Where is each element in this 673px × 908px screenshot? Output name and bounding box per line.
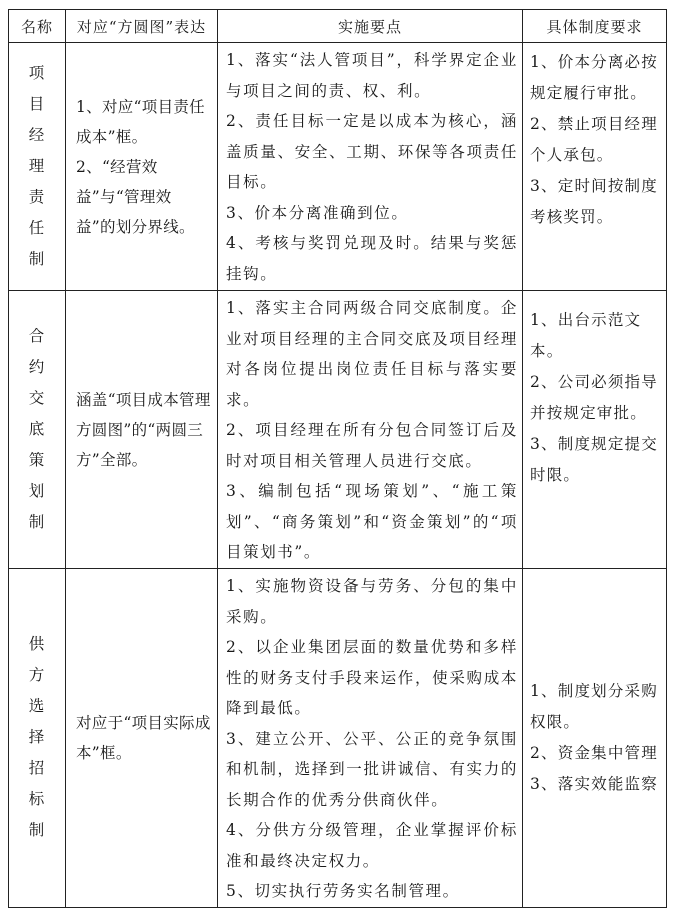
point-item: 3、编制包括“现场策划”、“施工策划”、“商务策划”和“资金策划”的“项目策划书”。 [226, 482, 518, 561]
point-item: 4、考核与奖罚兑现及时。结果与奖惩挂钩。 [226, 234, 518, 283]
table-row [9, 291, 667, 569]
point-item: 5、切实执行劳务实名制管理。 [226, 882, 460, 900]
figure-item: 1、对应“项目责任成本”框。 [76, 97, 205, 146]
point-item: 1、落实主合同两级合同交底制度。企业对项目经理的主合同交底及项目经理对各岗位提出岗位责任目标与落实要求。 [226, 299, 518, 409]
requirement-item: 3、落实效能监察 [530, 774, 658, 793]
row-name-cell [9, 569, 66, 908]
point-item: 4、分供方分级管理，企业掌握评价标准和最终决定权力。 [226, 821, 518, 870]
requirement-item: 1、制度划分采购权限。 [530, 681, 658, 731]
header-requirements: 具体制度要求 [523, 10, 667, 43]
header-row [9, 10, 667, 43]
row-points-cell [218, 569, 523, 908]
row-requirements-cell [523, 291, 667, 569]
row-name-cell [9, 291, 66, 569]
requirement-item: 3、定时间按制度考核奖罚。 [530, 177, 658, 226]
point-item: 2、项目经理在所有分包合同签订后及时对项目相关管理人员进行交底。 [226, 421, 518, 470]
row-figure-cell [66, 569, 218, 908]
requirement-item: 1、价本分离必按规定履行审批。 [530, 53, 658, 102]
row-figure-cell [66, 43, 218, 291]
requirement-item: 1、出台示范文本。 [530, 311, 642, 360]
requirement-item: 3、制度规定提交时限。 [530, 435, 658, 484]
row-points-cell [218, 43, 523, 291]
policy-table [8, 9, 667, 908]
figure-item: 涵盖“项目成本管理方圆图”的“两圆三方”全部。 [76, 390, 211, 469]
requirement-item: 2、禁止项目经理个人承包。 [530, 115, 658, 164]
requirement-item: 2、公司必须指导并按规定审批。 [530, 373, 658, 422]
point-item: 2、责任目标一定是以成本为核心，涵盖质量、安全、工期、环保等各项责任目标。 [226, 112, 518, 191]
row-figure-cell [66, 291, 218, 569]
row-name: 合约交底策划制 [28, 327, 46, 531]
point-item: 3、价本分离准确到位。 [226, 203, 409, 222]
row-name: 项目经理责任制 [28, 64, 46, 268]
header-points: 实施要点 [218, 10, 523, 43]
figure-item: 对应于“项目实际成本”框。 [76, 713, 211, 762]
point-item: 2、以企业集团层面的数量优势和多样性的财务支付手段来运作，使采购成本降到最低。 [226, 638, 518, 717]
point-item: 3、建立公开、公平、公正的竞争氛围和机制，选择到一批讲诚信、有实力的长期合作的优秀分供商伙伴。 [226, 729, 518, 809]
row-points-cell [218, 291, 523, 569]
row-name: 供方选择招标制 [28, 635, 46, 840]
table-row [9, 43, 667, 291]
header-figure: 对应“方圆图”表达 [66, 10, 218, 43]
row-name-cell [9, 43, 66, 291]
figure-item: 2、“经营效益”与“管理效益”的划分界线。 [76, 157, 195, 236]
point-item: 1、落实“法人管项目”，科学界定企业与项目之间的责、权、利。 [226, 51, 518, 100]
table-row [9, 569, 667, 908]
header-name: 名称 [9, 10, 66, 43]
row-requirements-cell [523, 43, 667, 291]
requirement-item: 2、资金集中管理 [530, 743, 658, 762]
point-item: 1、实施物资设备与劳务、分包的集中采购。 [226, 577, 518, 626]
row-requirements-cell [523, 569, 667, 908]
